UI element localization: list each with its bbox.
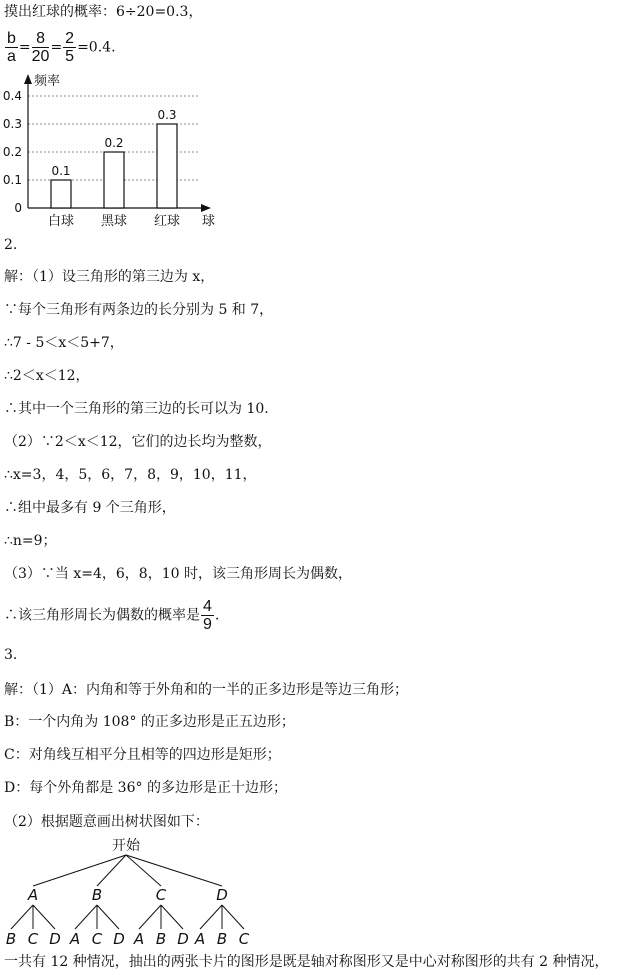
q3-line-2: B：一个内角为 108° 的正多边形是正五边形； — [4, 714, 295, 730]
x-tick-label: 白球 — [47, 214, 75, 229]
solution-line-6: （2）∵2＜x＜12，它们的边长均为整数， — [4, 434, 272, 450]
solution-line-10: （3）∵当 x=4，6，8，10 时，该三角形周长为偶数， — [4, 566, 352, 582]
tree-edge — [126, 855, 222, 886]
solution-line-2: ∵每个三角形有两条边的长分别为 5 和 7， — [4, 302, 274, 318]
y-tick-label: 0.2 — [2, 145, 22, 159]
tree-edge — [126, 855, 161, 886]
q3-line-4: D：每个外角都是 36° 的多边形是正十边形； — [4, 780, 287, 796]
y-tick-label: 0.4 — [2, 89, 22, 103]
x-tick-label: 黑球 — [100, 214, 128, 229]
tree-leaf-label: D — [49, 930, 61, 948]
tree-leaf-label: B — [216, 930, 228, 948]
tree-edge — [97, 905, 119, 929]
tree-leaf-label: A — [133, 930, 145, 948]
tree-leaf-label: D — [113, 930, 125, 948]
tree-leaf-label: D — [177, 930, 189, 948]
tree-leaf-label: C — [238, 930, 250, 948]
solution-line-11: ∴该三角形周长为偶数的概率是 $\frac{4}{9}$ . — [4, 598, 220, 633]
solution-line-3: ∴7 - 5＜x＜5+7， — [4, 335, 124, 351]
tree-branch-label: D — [216, 886, 228, 904]
bar — [157, 124, 177, 208]
fraction-4-over-9: $\frac{4}{9}$ — [203, 598, 212, 633]
tree-leaf-label: C — [91, 930, 103, 948]
frequency-formula: $\frac{b}{a}$ = $\frac{8}{20}$ = $\frac{2}{5}$ =0.4. — [7, 30, 116, 65]
q3-line-6: 一共有 12 种情况，抽出的两张卡片的图形是既是轴对称图形又是中心对称图形的共有 2 种情况， — [4, 954, 609, 970]
fraction-2-over-5: $\frac{2}{5}$ — [65, 30, 75, 65]
tree-leaf-label: B — [155, 930, 167, 948]
q3-line-3: C：对角线互相平分且相等的四边形是矩形； — [4, 747, 281, 763]
fraction-8-over-20: $\frac{8}{20}$ — [31, 30, 50, 65]
tree-branch-label: C — [155, 886, 167, 904]
bar — [104, 152, 124, 208]
question-3-number: 3. — [4, 647, 18, 663]
solution-line-4: ∴2＜x＜12， — [4, 368, 90, 384]
solution-line-7: ∴x=3，4，5，6，7，8，9，10，11， — [4, 467, 257, 483]
fraction-b-over-a: $\frac{b}{a}$ — [7, 30, 16, 65]
tree-branch-label: A — [27, 886, 39, 904]
data-label: 0.3 — [157, 108, 177, 122]
data-label: 0.1 — [51, 164, 71, 178]
y-axis-label: 频率 — [34, 74, 61, 89]
q3-line-5: （2）根据题意画出树状图如下： — [4, 814, 209, 830]
solution-line-8: ∴组中最多有 9 个三角形， — [4, 500, 176, 516]
probability-red-line: 摸出红球的概率：6÷20=0.3， — [4, 4, 203, 20]
x-axis-label: 球 — [202, 214, 216, 229]
tree-leaf-label: B — [5, 930, 17, 948]
y-tick-label: 0.3 — [2, 117, 22, 131]
frequency-bar-chart — [0, 68, 230, 230]
tree-edge — [161, 905, 183, 929]
solution-line-5: ∴其中一个三角形的第三边的长可以为 10. — [4, 401, 269, 417]
tree-edge — [75, 905, 97, 929]
tree-leaf-label: A — [69, 930, 81, 948]
y-tick-label: 0.1 — [2, 173, 22, 187]
tree-edge — [222, 905, 244, 929]
question-2-number: 2. — [4, 237, 18, 253]
data-label: 0.2 — [104, 136, 124, 150]
tree-edge — [200, 905, 222, 929]
solution-line-9: ∴n=9； — [4, 533, 57, 549]
tree-leaf-label: C — [27, 930, 39, 948]
tree-leaf-label: A — [194, 930, 206, 948]
tree-edge — [11, 905, 33, 929]
bar — [51, 180, 71, 208]
tree-root: 开始 — [112, 838, 140, 854]
tree-edge — [139, 905, 161, 929]
tree-edge — [33, 905, 55, 929]
tree-branch-label: B — [91, 886, 103, 904]
solution-line-1: 解：（1）设三角形的第三边为 x， — [4, 269, 215, 285]
tree-diagram — [0, 836, 250, 950]
q3-line-1: 解：（1）A：内角和等于外角和的一半的正多边形是等边三角形； — [4, 682, 409, 698]
y-axis-arrow — [24, 74, 32, 84]
x-tick-label: 红球 — [153, 214, 181, 229]
x-axis-arrow — [201, 204, 211, 212]
y-tick-label: 0 — [14, 201, 22, 215]
